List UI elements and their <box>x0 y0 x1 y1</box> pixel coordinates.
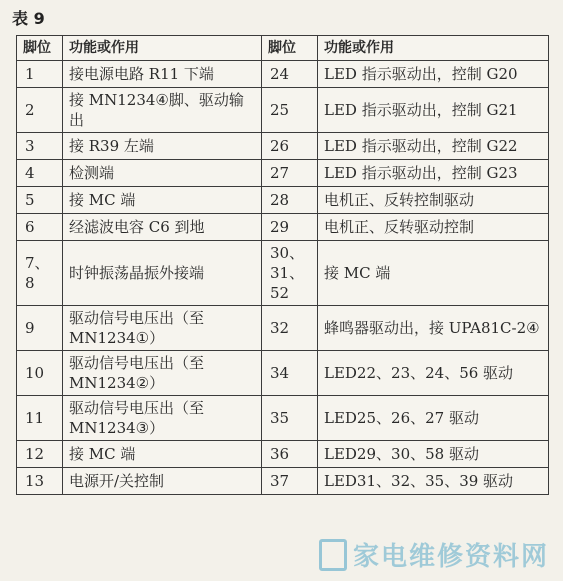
function-right-cell: 蜂鸣器驱动出，接 UPA81C-2④ <box>318 306 549 351</box>
header-function-left: 功能或作用 <box>63 36 262 61</box>
pin-right-cell: 26 <box>262 133 318 160</box>
table-row <box>17 468 549 495</box>
pin-left-cell: 7、8 <box>17 241 63 306</box>
table-row <box>17 441 549 468</box>
pin-right-cell: 35 <box>262 396 318 441</box>
function-left-cell: 驱动信号电压出（至MN1234③） <box>63 396 262 441</box>
table-header-row <box>17 36 549 61</box>
pin-left-cell: 11 <box>17 396 63 441</box>
function-right-cell: 电机正、反转控制驱动 <box>318 187 549 214</box>
function-right-cell: LED25、26、27 驱动 <box>318 396 549 441</box>
pin-function-table <box>16 35 549 495</box>
function-left-cell: 接 MC 端 <box>63 187 262 214</box>
table-row <box>17 306 549 351</box>
table-row <box>17 133 549 160</box>
function-left-cell: 接电源电路 R11 下端 <box>63 61 262 88</box>
header-function-right: 功能或作用 <box>318 36 549 61</box>
function-left-cell: 电源开/关控制 <box>63 468 262 495</box>
function-left-cell: 经滤波电容 C6 到地 <box>63 214 262 241</box>
pin-left-cell: 5 <box>17 187 63 214</box>
pin-right-cell: 37 <box>262 468 318 495</box>
table-row <box>17 187 549 214</box>
function-left-cell: 驱动信号电压出（至MN1234②） <box>63 351 262 396</box>
pin-left-cell: 6 <box>17 214 63 241</box>
pin-left-cell: 3 <box>17 133 63 160</box>
pin-right-cell: 25 <box>262 88 318 133</box>
table-row <box>17 88 549 133</box>
function-right-cell: LED31、32、35、39 驱动 <box>318 468 549 495</box>
pin-left-cell: 1 <box>17 61 63 88</box>
function-right-cell: LED 指示驱动出，控制 G22 <box>318 133 549 160</box>
table-row <box>17 396 549 441</box>
header-pin-right: 脚位 <box>262 36 318 61</box>
table-row <box>17 241 549 306</box>
pin-left-cell: 12 <box>17 441 63 468</box>
function-left-cell: 接 MC 端 <box>63 441 262 468</box>
function-right-cell: LED29、30、58 驱动 <box>318 441 549 468</box>
pin-right-cell: 24 <box>262 61 318 88</box>
function-left-cell: 接 R39 左端 <box>63 133 262 160</box>
pin-right-cell: 30、31、52 <box>262 241 318 306</box>
function-right-cell: 接 MC 端 <box>318 241 549 306</box>
pin-left-cell: 2 <box>17 88 63 133</box>
pin-right-cell: 28 <box>262 187 318 214</box>
pin-right-cell: 34 <box>262 351 318 396</box>
table-row <box>17 214 549 241</box>
header-pin-left: 脚位 <box>17 36 63 61</box>
pin-left-cell: 4 <box>17 160 63 187</box>
table-row <box>17 160 549 187</box>
function-left-cell: 驱动信号电压出（至MN1234①） <box>63 306 262 351</box>
function-right-cell: LED 指示驱动出，控制 G20 <box>318 61 549 88</box>
pin-left-cell: 9 <box>17 306 63 351</box>
pin-right-cell: 27 <box>262 160 318 187</box>
pin-right-cell: 29 <box>262 214 318 241</box>
function-left-cell: 时钟振荡晶振外接端 <box>63 241 262 306</box>
pin-right-cell: 36 <box>262 441 318 468</box>
function-right-cell: LED22、23、24、56 驱动 <box>318 351 549 396</box>
pin-left-cell: 10 <box>17 351 63 396</box>
watermark-logo-icon <box>319 539 347 571</box>
pin-left-cell: 13 <box>17 468 63 495</box>
table-row <box>17 351 549 396</box>
function-right-cell: LED 指示驱动出，控制 G21 <box>318 88 549 133</box>
table-row <box>17 61 549 88</box>
function-right-cell: 电机正、反转驱动控制 <box>318 214 549 241</box>
table-caption: 表 9 <box>12 9 45 28</box>
watermark <box>319 536 549 573</box>
function-left-cell: 接 MN1234④脚、驱动输出 <box>63 88 262 133</box>
function-left-cell: 检测端 <box>63 160 262 187</box>
watermark-text: 家电维修资料网 <box>352 542 549 572</box>
pin-right-cell: 32 <box>262 306 318 351</box>
function-right-cell: LED 指示驱动出，控制 G23 <box>318 160 549 187</box>
